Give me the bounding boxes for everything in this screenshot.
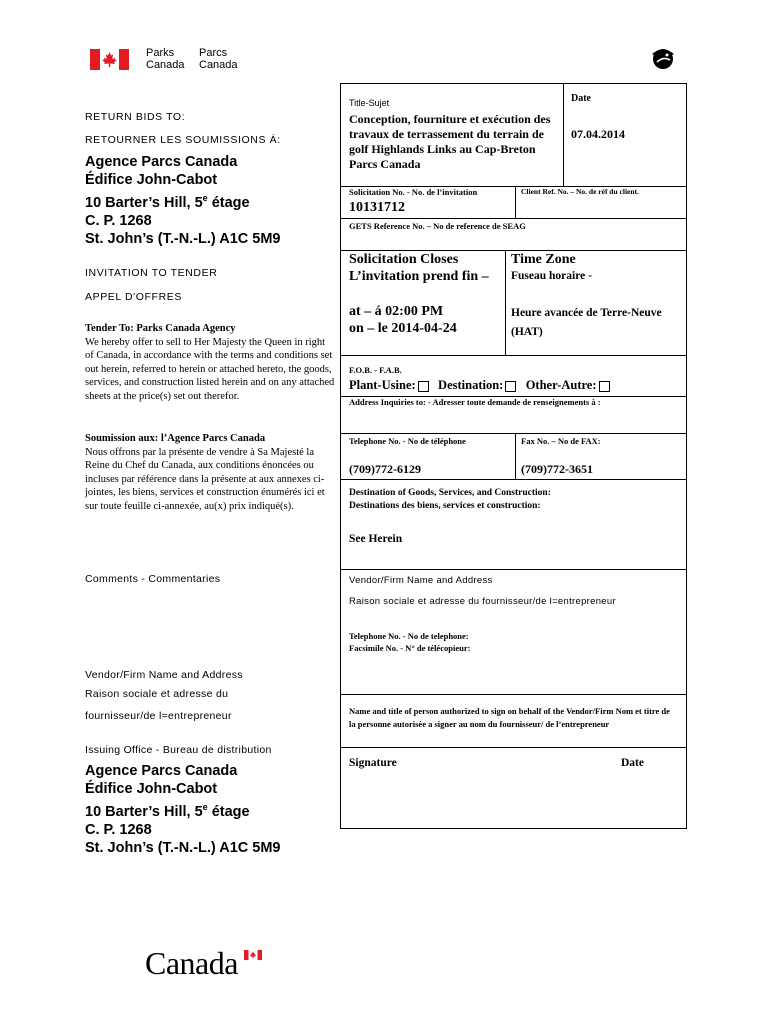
signature-date-label: Date [621,757,644,769]
invitation-label-fr: APPEL D'OFFRES [85,291,182,303]
other-label: Other-Autre: [525,378,597,392]
closes-label-en: Solicitation Closes [349,252,459,267]
signature-label: Signature [349,757,397,769]
return-bids-label-en: RETURN BIDS TO: [85,111,186,123]
issuing-office-label: Issuing Office - Bureau de distribution [85,744,272,756]
timezone-label-en: Time Zone [511,252,576,267]
agency-name-en [146,47,185,71]
superscript: e [202,193,208,203]
soumission-text: Nous offrons par la présente de vendre à Sa Majesté la Reine du Chef du Canada, aux conditions énoncées ou incluses par référence dans la présente at aux annexes ci-jointes, les biens, services et construction énumérés ici et sur toute feuille ci-annexée, au(x) prix indiqué(s). [85,446,325,512]
canada-wordmark: Canada [145,945,238,981]
address-line: Édifice John-Cabot [85,172,218,188]
address-line: C. P. 1268 [85,821,152,838]
tender-to-text: We hereby offer to sell to Her Majesty the Queen in right of Canada, in accordance with the terms and conditions set out herein, referred to herein or attached hereto, the goods, services, and construction listed herein and on any attached sheets at the price(s) set out therefor. [85,336,335,402]
plant-label: Plant-Usine: [349,378,416,392]
address-line: C. P. 1268 [85,212,152,229]
divider [341,250,686,251]
title-value: Conception, fourniture et exécution des travaux de terrassement du terrain de golf Highlands Links au Cap-Breton Parcs Canada [349,112,551,171]
soumission-block [85,432,335,514]
address-line: St. John’s (T.-N.-L.) A1C 5M9 [85,839,281,856]
title-label: Title-Sujet [349,98,390,108]
raison-sociale-line-1: Raison sociale et adresse du [85,688,229,700]
agency-en-line-1: Parks [146,47,175,59]
address-street: 10 Barter’s Hill, 5 [85,803,203,820]
address-line [85,798,281,821]
soumission-heading: Soumission aux: l’Agence Parcs Canada [85,433,266,444]
address-line: St. John’s (T.-N.-L.) A1C 5M9 [85,230,281,247]
divider [341,479,686,480]
divider [341,569,686,570]
address-line [85,189,281,212]
divider [341,433,686,434]
destination-goods-en: Destination of Goods, Services, and Construction: [349,488,551,498]
divider [341,747,686,748]
vendor-fax-label: Facsimile No. - N° de télécopieur: [349,643,471,653]
see-herein: See Herein [349,533,403,545]
telephone-value: (709)772-6129 [349,462,421,476]
telephone-label: Telephone No. - No de téléphone [349,436,466,446]
fax-label: Fax No. – No de FAX: [521,436,601,446]
client-ref-label: Client Ref. No. – No. de réf du client. [521,187,639,196]
timezone-value-2: (HAT) [511,326,543,338]
divider [341,694,686,695]
tender-to-heading: Tender To: Parks Canada Agency [85,323,236,334]
address-street: 10 Barter’s Hill, 5 [85,194,203,211]
comments-label: Comments - Commentaries [85,573,221,585]
agency-name-fr [199,47,238,71]
tender-to-block [85,322,335,404]
vendor-label: Vendor/Firm Name and Address [349,575,493,586]
destination-label: Destination: [438,378,504,392]
fob-label: F.O.B. - F.A.B. [349,365,402,375]
superscript: e [202,802,208,812]
divider [341,218,686,219]
address-inquiries-label: Address Inquiries to: - Adresser toute demande de renseignements à : [349,397,601,407]
canada-flag-icon [90,49,129,70]
other-checkbox[interactable] [599,381,610,392]
divider [341,355,686,356]
divider [505,250,506,356]
divider [515,186,516,219]
gets-label: GETS Reference No. – No de reference de SEAG [349,221,526,231]
solicitation-value: 10131712 [349,200,405,215]
bid-form [340,83,687,829]
fob-options [349,378,610,393]
raison-sociale-line-2: fournisseur/de l=entrepreneur [85,710,232,722]
return-address [85,153,281,248]
canada-wordmark-flag-icon [244,950,262,960]
address-floor: étage [207,803,250,820]
fax-value: (709)772-3651 [521,462,593,476]
destination-goods-fr: Destinations des biens, services et construction: [349,501,541,511]
closes-label-fr: L’invitation prend fin – [349,269,489,284]
authorized-person-label: Name and title of person authorized to sign on behalf of the Vendor/Firm Nom et titre de la personne autorisée a signer au nom du fournisseur/ de l’entrepreneur [349,706,670,729]
agency-fr-line-1: Parcs [199,47,228,59]
return-bids-label-fr: RETOURNER LES SOUMISSIONS Á: [85,134,281,146]
closes-date: on – le 2014-04-24 [349,321,457,336]
raison-label: Raison sociale et adresse du fournisseur/de l=entrepreneur [349,596,616,607]
address-line: Agence Parcs Canada [85,763,238,779]
date-label: Date [571,93,591,104]
solicitation-label: Solicitation No. - No. de l’invitation [349,187,478,197]
vendor-phone-label: Telephone No. - No de telephone: [349,631,469,641]
destination-checkbox[interactable] [505,381,516,392]
vendor-label-left: Vendor/Firm Name and Address [85,669,243,681]
date-value: 07.04.2014 [571,127,625,141]
agency-en-line-2: Canada [146,59,185,71]
address-line: Édifice John-Cabot [85,781,218,797]
issuing-address [85,762,281,857]
invitation-label-en: INVITATION TO TENDER [85,267,218,279]
divider [563,84,564,187]
closes-time: at – á 02:00 PM [349,304,444,319]
address-line: Agence Parcs Canada [85,154,238,170]
plant-checkbox[interactable] [418,381,429,392]
beaver-emblem-icon [648,42,678,72]
divider [515,433,516,480]
address-floor: étage [207,194,250,211]
agency-fr-line-2: Canada [199,59,238,71]
timezone-label-fr: Fuseau horaire - [511,270,592,282]
timezone-value-1: Heure avancée de Terre-Neuve [511,307,662,319]
